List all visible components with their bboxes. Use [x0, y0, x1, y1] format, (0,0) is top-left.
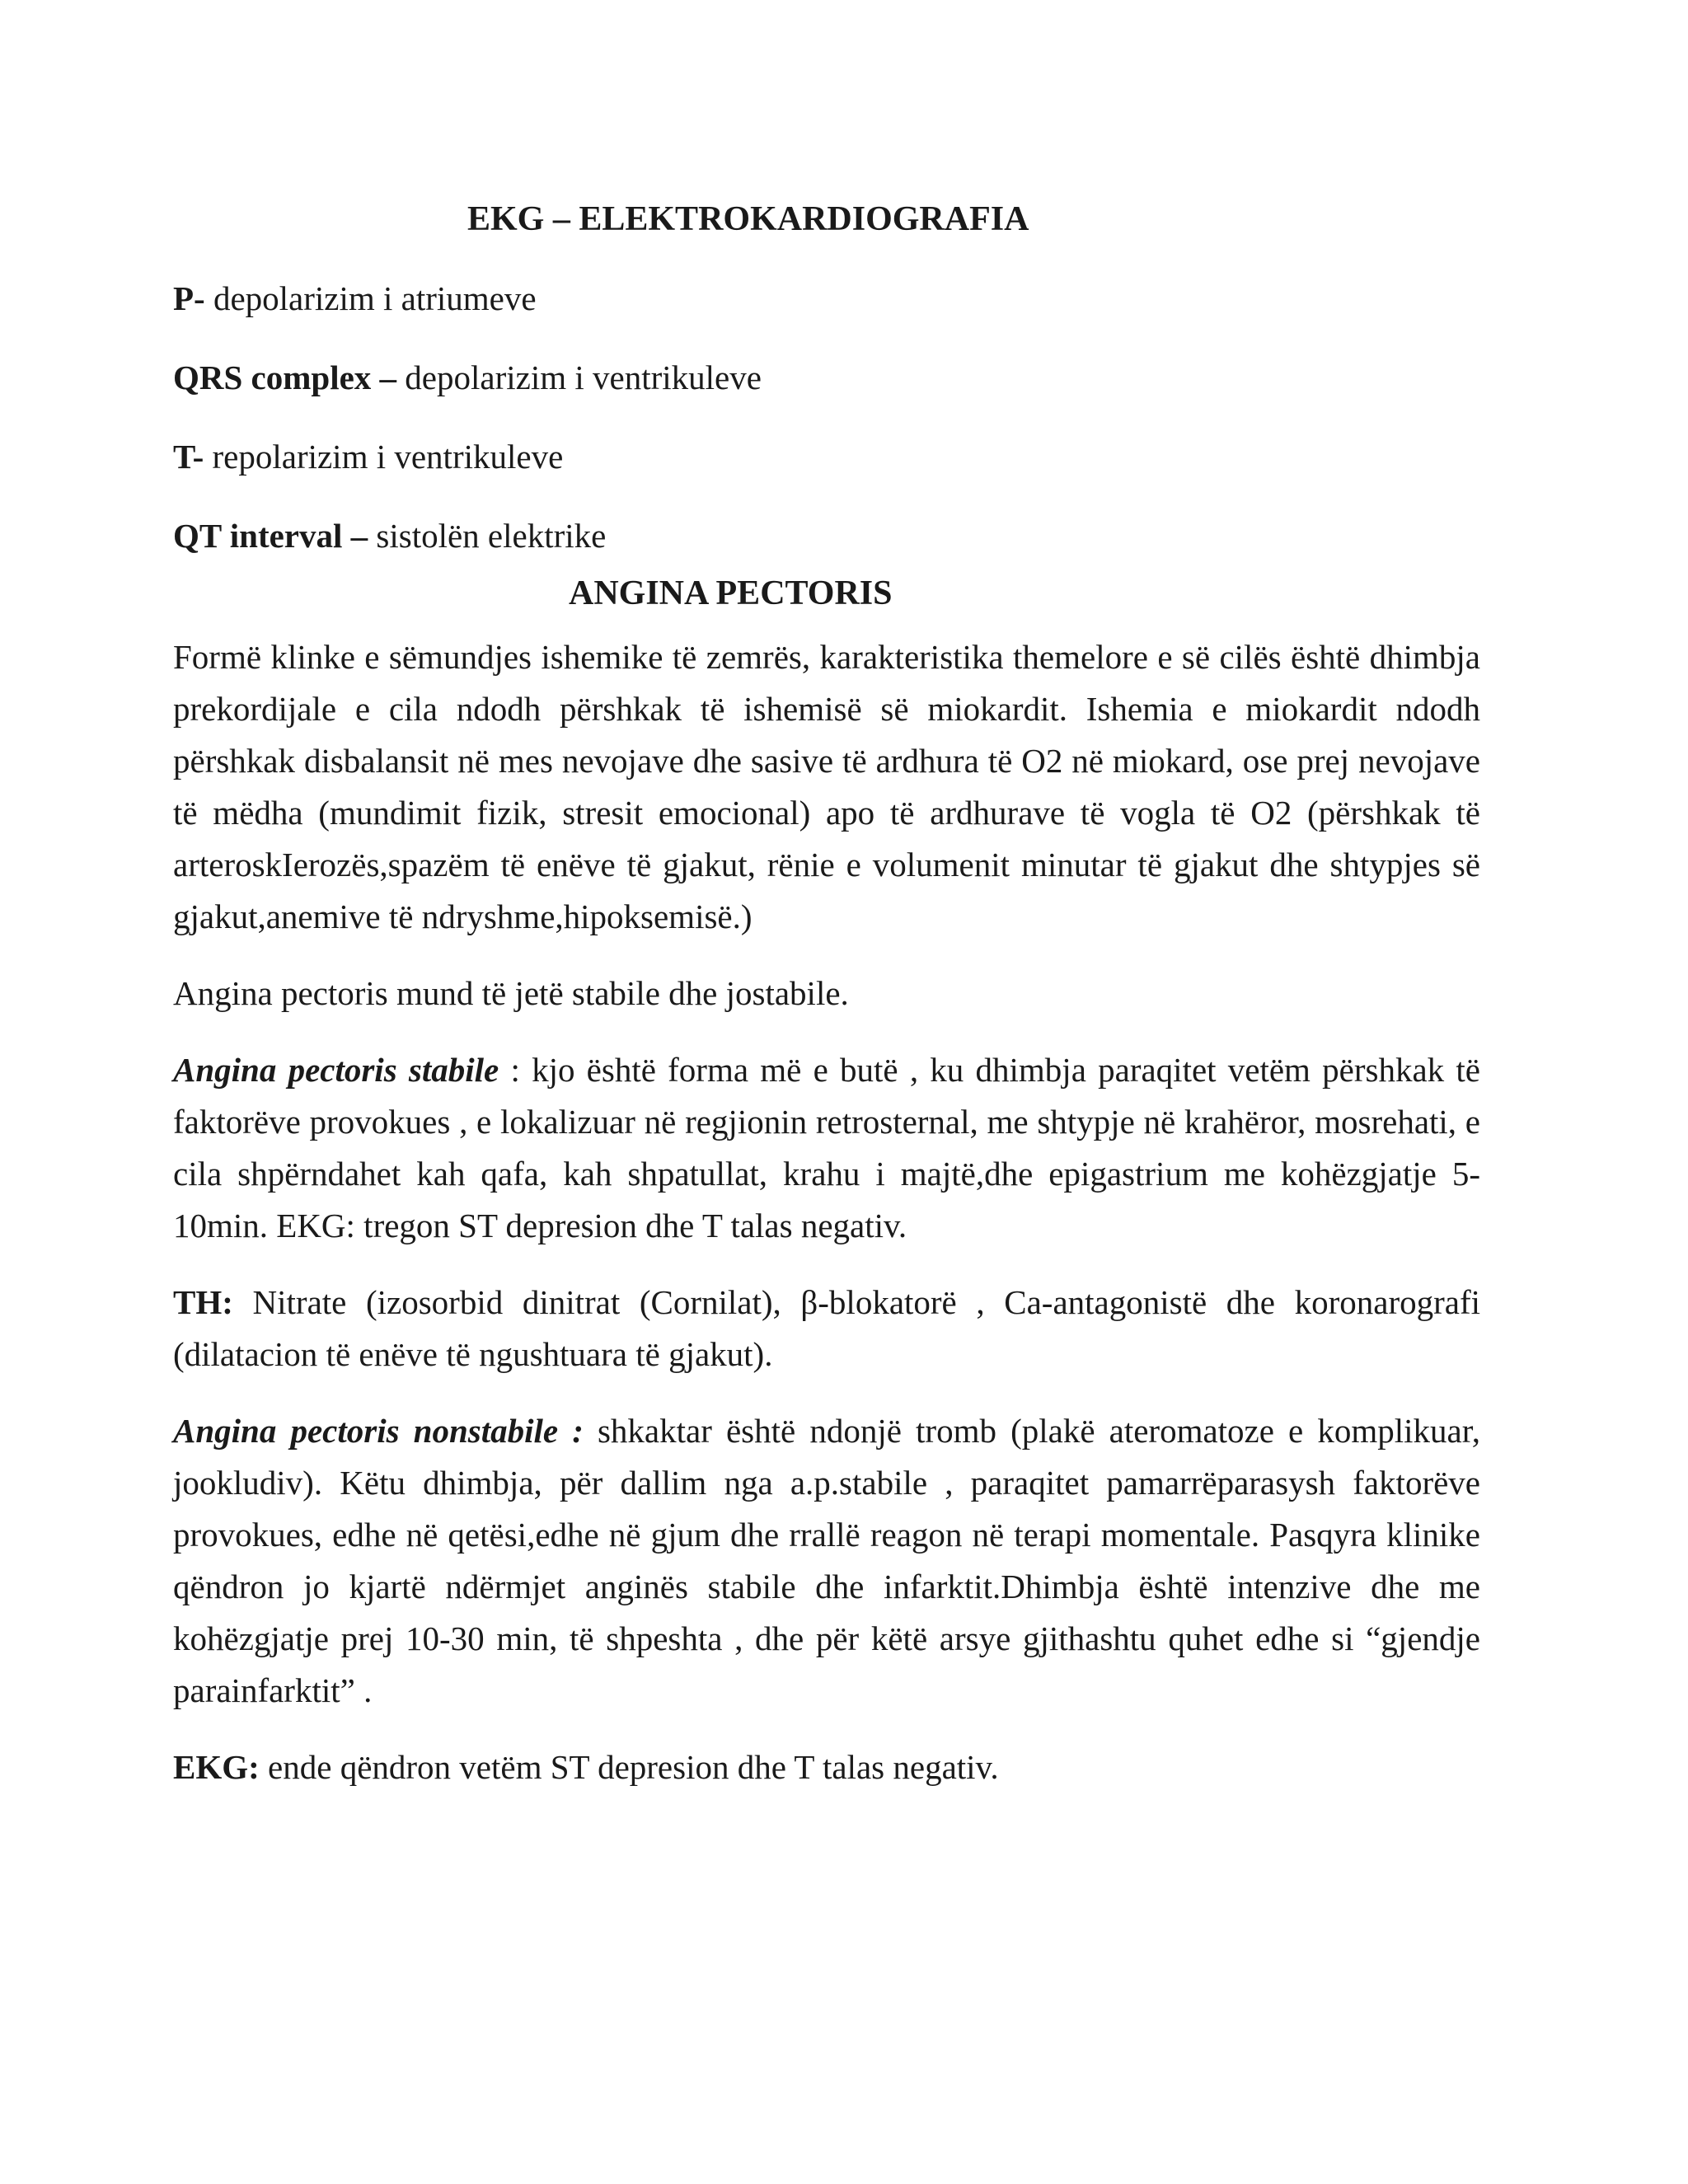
- definition-qrs-complex: [173, 353, 1480, 402]
- stable-angina-text: : kjo është forma më e butë , ku dhimbja paraqitet vetëm përshkak të faktorëve provokues , e lokalizuar në regjionin retrosternal, me shtypje në krahëror, mosrehati, e cila shpërndahet kah qafa, kah shpatullat, krahu i majtë,dhe epigastrium me kohëzgjatje 5-10min. EKG: tregon ST depresion dhe T talas negativ.: [173, 1051, 1480, 1244]
- ekg-note-paragraph: [173, 1741, 1480, 1793]
- stable-angina-paragraph: [173, 1044, 1480, 1252]
- definition-term: T-: [173, 438, 204, 476]
- ekg-note-label: EKG:: [173, 1748, 260, 1786]
- therapy-text: Nitrate (izosorbid dinitrat (Cornilat), β-blokatorë , Ca-antagonistë dhe koronarografi (dilatacion të enëve të ngushtuara të gjakut).: [173, 1283, 1480, 1373]
- definition-text: depolarizim i ventrikuleve: [396, 359, 762, 396]
- definition-qt-interval: [173, 511, 1480, 560]
- definition-text: repolarizim i ventrikuleve: [204, 438, 564, 476]
- ekg-note-text: ende qëndron vetëm ST depresion dhe T talas negativ.: [259, 1748, 999, 1786]
- section-title: ANGINA PECTORIS: [569, 574, 893, 612]
- definition-text: depolarizim i atriumeve: [204, 279, 537, 317]
- definition-term: P-: [173, 279, 205, 317]
- therapy-paragraph: [173, 1277, 1480, 1380]
- definition-term: QT interval –: [173, 517, 368, 555]
- unstable-angina-paragraph: [173, 1405, 1480, 1717]
- unstable-angina-text: shkaktar është ndonjë tromb (plakë ateromatoze e komplikuar, jookludiv). Këtu dhimbja, për dallim nga a.p.stabile , paraqitet pamarrëparasysh faktorëve provokues, edhe në qetësi,edhe në gjum dhe rrallë reagon në terapi momentale. Pasqyra klinike qëndron jo kjartë ndërmjet anginës stabile dhe infarktit.Dhimbja është intenzive dhe me kohëzgjatje prej 10-30 min, të shpeshta , dhe për këtë arsye gjithashtu quhet edhe si “gjendje parainfarktit” .: [173, 1412, 1481, 1709]
- document-content: [173, 194, 1480, 1793]
- intro-paragraph: Formë klinke e sëmundjes ishemike të zemrës, karakteristika themelore e së cilës është dhimbja prekordijale e cila ndodh përshkak të ishemisë së miokardit. Ishemia e miokardit ndodh përshkak disbalansit në mes nevojave dhe sasive të ardhura të O2 në miokard, ose prej nevojave të mëdha (mundimit fizik, stresit emocional) apo të ardhurave të vogla të O2 (përshkak të arteroskIerozës,spazëm të enëve të gjakut, rënie e volumenit minutar të gjakut dhe shtypjes së gjakut,anemive të ndryshme,hipoksemisë.): [173, 638, 1480, 935]
- main-title: EKG – ELEKTROKARDIOGRAFIA: [467, 200, 1029, 238]
- unstable-angina-term: Angina pectoris nonstabile :: [173, 1412, 584, 1450]
- definition-p-wave: [173, 274, 1480, 323]
- definition-text: sistolën elektrike: [368, 517, 607, 555]
- therapy-label: TH:: [173, 1283, 233, 1321]
- definition-term: QRS complex –: [173, 359, 397, 396]
- stable-angina-term: Angina pectoris stabile: [173, 1051, 499, 1089]
- forms-paragraph: Angina pectoris mund të jetë stabile dhe jostabile.: [173, 974, 849, 1012]
- definition-t-wave: [173, 432, 1480, 481]
